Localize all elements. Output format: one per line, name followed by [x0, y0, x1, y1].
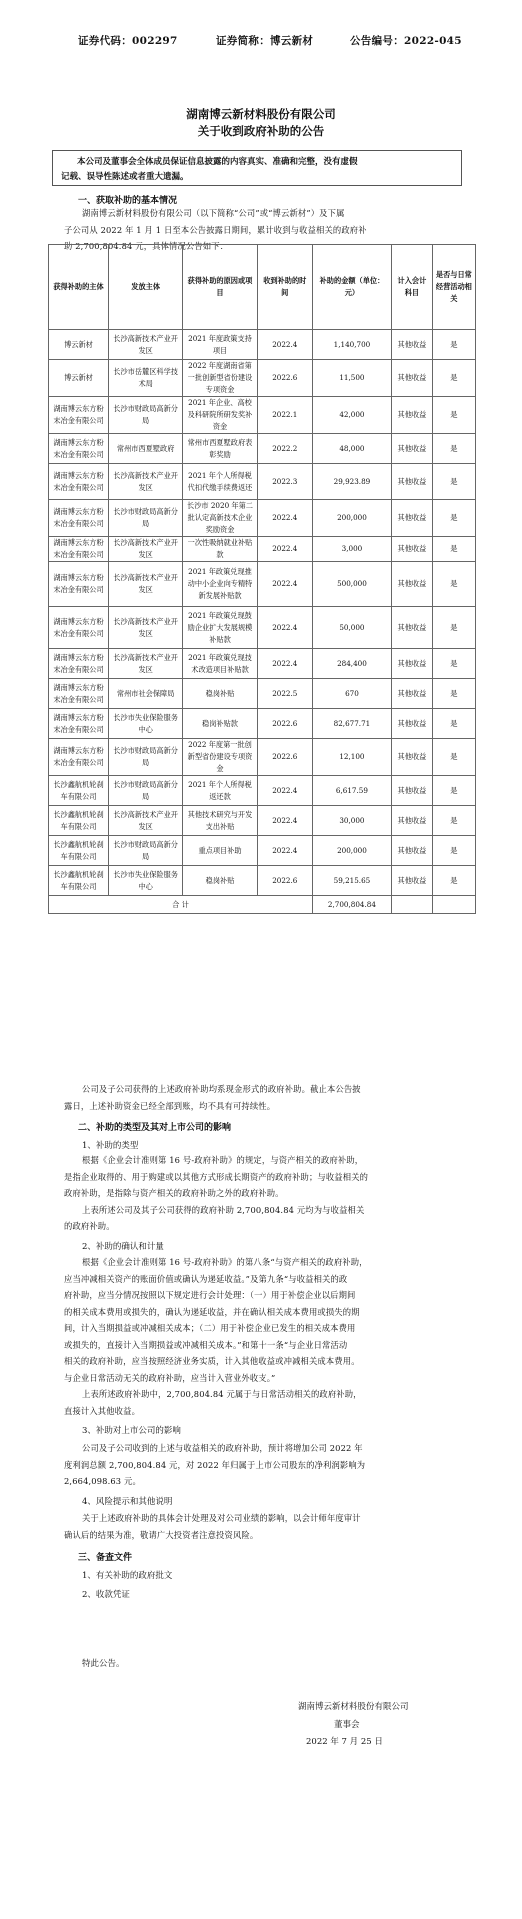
- receipt-date-cell: 2022.5: [257, 679, 312, 709]
- table-row: [49, 649, 476, 679]
- stock-abbr: 证券简称：博云新材: [216, 35, 314, 47]
- signature-company: 湖南博云新材料股份有限公司: [298, 1702, 409, 1712]
- grant-amount-cell: 284,400: [312, 649, 391, 679]
- disclaimer-box: [52, 150, 462, 186]
- issuing-authority-cell: 长沙高新技术产业开发区: [108, 464, 182, 500]
- grant-amount-cell: 12,100: [312, 739, 391, 776]
- total-amount: 2,700,804.84: [312, 896, 391, 914]
- daily-operation-related-cell: 是: [432, 330, 475, 360]
- reference-item: 2、收款凭证: [82, 1590, 130, 1600]
- paragraph-line: 间，计入当期损益或冲减相关成本；（二）用于补偿企业已发生的相关成本费用: [64, 1323, 356, 1333]
- paragraph-line: 府补助，应当分情况按照以下规定进行会计处理：（一）用于补偿企业以后期间: [64, 1290, 356, 1300]
- header-cell: 获得补助的主体: [49, 245, 109, 330]
- reference-item: 1、有关补助的政府批文: [82, 1571, 173, 1581]
- accounting-item-cell: 其他收益: [392, 434, 433, 464]
- table-row: [49, 434, 476, 464]
- grant-amount-cell: 48,000: [312, 434, 391, 464]
- grant-recipient-cell: 湖南博云东方粉末冶金有限公司: [49, 562, 109, 607]
- paragraph-line: 的政府补助。: [64, 1221, 115, 1231]
- daily-operation-related-cell: 是: [432, 500, 475, 537]
- grant-recipient-cell: 湖南博云东方粉末冶金有限公司: [49, 537, 109, 562]
- daily-operation-related-cell: 是: [432, 836, 475, 866]
- table-header-row: [49, 245, 476, 330]
- paragraph-line: 公司及子公司获得的上述政府补助均系现金形式的政府补助。截止本公告披: [82, 1084, 361, 1094]
- paragraph-line: 应当冲减相关资产的账面价值或确认为递延收益。”及第九条“与收益相关的政: [64, 1273, 348, 1284]
- receipt-date-cell: 2022.4: [257, 607, 312, 649]
- grant-reason-cell: 重点项目补助: [183, 836, 257, 866]
- daily-operation-related-cell: 是: [432, 806, 475, 836]
- daily-operation-related-cell: 是: [432, 397, 475, 434]
- disclaimer-line: 本公司及董事会全体成员保证信息披露的内容真实、准确和完整，没有虚假: [77, 157, 358, 167]
- accounting-item-cell: 其他收益: [392, 866, 433, 896]
- accounting-item-cell: 其他收益: [392, 607, 433, 649]
- receipt-date-cell: 2022.4: [257, 836, 312, 866]
- table-row: [49, 330, 476, 360]
- daily-operation-related-cell: 是: [432, 607, 475, 649]
- paragraph-line: 的相关成本费用或损失的，确认为递延收益，并在确认相关成本费用或损失的期: [64, 1306, 360, 1317]
- header-cell: 获得补助的原因或项目: [183, 245, 257, 330]
- grant-amount-cell: 82,677.71: [312, 709, 391, 739]
- receipt-date-cell: 2022.4: [257, 330, 312, 360]
- grants-table: [48, 244, 476, 914]
- grant-reason-cell: 其他技术研究与开发支出补贴: [183, 806, 257, 836]
- grant-recipient-cell: 湖南博云东方粉末冶金有限公司: [49, 649, 109, 679]
- paragraph-line: 露日，上述补助资金已经全部到账，均不具有可持续性。: [64, 1100, 276, 1111]
- title-company: 湖南博云新材料股份有限公司: [186, 107, 336, 121]
- grant-amount-cell: 3,000: [312, 537, 391, 562]
- table-row: [49, 607, 476, 649]
- grant-amount-cell: 50,000: [312, 607, 391, 649]
- signature-date: 2022 年 7 月 25 日: [306, 1737, 383, 1747]
- subsection-title: 4、风险提示和其他说明: [82, 1497, 173, 1507]
- accounting-item-cell: 其他收益: [392, 836, 433, 866]
- table-row: [49, 836, 476, 866]
- table-row: [49, 397, 476, 434]
- grant-reason-cell: 2021 年度政策支持项目: [183, 330, 257, 360]
- grant-amount-cell: 200,000: [312, 500, 391, 537]
- grant-amount-cell: 1,140,700: [312, 330, 391, 360]
- receipt-date-cell: 2022.6: [257, 739, 312, 776]
- issuing-authority-cell: 长沙高新技术产业开发区: [108, 562, 182, 607]
- closing-text: 特此公告。: [82, 1659, 125, 1669]
- subsection-title: 2、补助的确认和计量: [82, 1242, 164, 1252]
- receipt-date-cell: 2022.6: [257, 709, 312, 739]
- signature-board: 董事会: [334, 1720, 360, 1730]
- grant-recipient-cell: 湖南博云东方粉末冶金有限公司: [49, 500, 109, 537]
- table-total-row: [49, 896, 476, 914]
- accounting-item-cell: 其他收益: [392, 330, 433, 360]
- grant-reason-cell: 2021 年政策兑现鼓励企业扩大发展规模补贴款: [183, 607, 257, 649]
- grant-reason-cell: 2021 年企业、高校及科研院所研发奖补资金: [183, 397, 257, 434]
- grant-amount-cell: 30,000: [312, 806, 391, 836]
- issuing-authority-cell: 长沙市失业保险服务中心: [108, 866, 182, 896]
- paragraph-line: 直接计入其他收益。: [64, 1405, 141, 1416]
- grant-reason-cell: 一次性吸纳就业补贴款: [183, 537, 257, 562]
- table-row: [49, 360, 476, 397]
- section-heading: 二、补助的类型及其对上市公司的影响: [78, 1123, 232, 1133]
- paragraph-line: 子公司从 2022 年 1 月 1 日至本公告披露日期间，累计收到与收益相关的政府补: [64, 224, 367, 235]
- daily-operation-related-cell: 是: [432, 434, 475, 464]
- table-row: [49, 537, 476, 562]
- receipt-date-cell: 2022.6: [257, 360, 312, 397]
- table-row: [49, 739, 476, 776]
- grant-recipient-cell: 湖南博云东方粉末冶金有限公司: [49, 434, 109, 464]
- grant-amount-cell: 42,000: [312, 397, 391, 434]
- after-table-paragraph: [64, 1081, 468, 1114]
- accounting-item-cell: 其他收益: [392, 464, 433, 500]
- grant-amount-cell: 500,000: [312, 562, 391, 607]
- grant-recipient-cell: 长沙鑫航机轮刹车有限公司: [49, 806, 109, 836]
- header-cell: 收到补助的时间: [257, 245, 312, 330]
- daily-operation-related-cell: 是: [432, 464, 475, 500]
- grant-amount-cell: 200,000: [312, 836, 391, 866]
- receipt-date-cell: 2022.2: [257, 434, 312, 464]
- section-heading: 三、备查文件: [78, 1553, 133, 1563]
- empty-cell: [432, 896, 475, 914]
- table-row: [49, 806, 476, 836]
- paragraph-line: 湖南博云新材料股份有限公司（以下简称“公司”或“博云新材”）及下属: [82, 208, 345, 218]
- subsection-title: 3、补助对上市公司的影响: [82, 1426, 181, 1436]
- paragraph-line: 或损失的，直接计入当期损益或冲减相关成本。”和第十一条“与企业日常活动: [64, 1339, 348, 1350]
- paragraph-line: 助 2,700,804.84 元，具体情况公告如下：: [64, 241, 229, 251]
- accounting-item-cell: 其他收益: [392, 649, 433, 679]
- measurement-paragraph: [64, 1254, 468, 1419]
- paragraph-line: 上表所述政府补助中，2,700,804.84 元属于与日常活动相关的政府补助，: [82, 1389, 362, 1399]
- grant-amount-cell: 670: [312, 679, 391, 709]
- issuing-authority-cell: 长沙高新技术产业开发区: [108, 649, 182, 679]
- daily-operation-related-cell: 是: [432, 776, 475, 806]
- accounting-item-cell: 其他收益: [392, 739, 433, 776]
- accounting-item-cell: 其他收益: [392, 776, 433, 806]
- paragraph-line: 度利润总额 2,700,804.84 元，对 2022 年归属于上市公司股东的净利润影响为: [64, 1459, 366, 1470]
- issuing-authority-cell: 长沙市财政局高新分局: [108, 500, 182, 537]
- accounting-item-cell: 其他收益: [392, 397, 433, 434]
- header-cell: 计入会计科目: [392, 245, 433, 330]
- notice-number: 公告编号：2022-045: [350, 35, 462, 47]
- paragraph-line: 根据《企业会计准则第 16 号-政府补助》的规定，与资产相关的政府补助，: [82, 1155, 364, 1165]
- risk-paragraph: [64, 1510, 468, 1543]
- issuing-authority-cell: 长沙市岳麓区科学技术局: [108, 360, 182, 397]
- issuing-authority-cell: 长沙高新技术产业开发区: [108, 537, 182, 562]
- grant-reason-cell: 2022 年度第一批创新型省份建设专项资金: [183, 739, 257, 776]
- accounting-item-cell: 其他收益: [392, 360, 433, 397]
- receipt-date-cell: 2022.3: [257, 464, 312, 500]
- issuing-authority-cell: 常州市社会保障局: [108, 679, 182, 709]
- table-row: [49, 679, 476, 709]
- receipt-date-cell: 2022.4: [257, 537, 312, 562]
- paragraph-line: 政府补助，是指除与资产相关的政府补助之外的政府补助。: [64, 1188, 284, 1198]
- issuing-authority-cell: 长沙市财政局高新分局: [108, 776, 182, 806]
- grant-amount-cell: 59,215.65: [312, 866, 391, 896]
- empty-cell: [392, 896, 433, 914]
- impact-paragraph: [64, 1440, 468, 1490]
- paragraph-line: 是指企业取得的、用于购建或以其他方式形成长期资产的政府补助；与收益相关的: [64, 1171, 369, 1182]
- grant-recipient-cell: 长沙鑫航机轮刹车有限公司: [49, 836, 109, 866]
- grant-recipient-cell: 湖南博云东方粉末冶金有限公司: [49, 739, 109, 776]
- paragraph-line: 确认后的结果为准，敬请广大投资者注意投资风险。: [64, 1529, 259, 1540]
- grant-amount-cell: 29,923.89: [312, 464, 391, 500]
- grant-reason-cell: 2021 年个人所得税返还款: [183, 776, 257, 806]
- daily-operation-related-cell: 是: [432, 679, 475, 709]
- document-header: [78, 33, 462, 47]
- table-row: [49, 500, 476, 537]
- issuing-authority-cell: 长沙高新技术产业开发区: [108, 330, 182, 360]
- paragraph-line: 与企业日常活动无关的政府补助，应当计入营业外收支。”: [64, 1372, 276, 1383]
- stock-code: 证券代码：002297: [78, 35, 178, 47]
- paragraph-line: 根据《企业会计准则第 16 号-政府补助》的第八条“与资产相关的政府补助，: [82, 1257, 368, 1267]
- daily-operation-related-cell: 是: [432, 739, 475, 776]
- accounting-item-cell: 其他收益: [392, 562, 433, 607]
- issuing-authority-cell: 长沙市财政局高新分局: [108, 836, 182, 866]
- type-paragraph: [64, 1152, 468, 1235]
- paragraph-line: 关于上述政府补助的具体会计处理及对公司业绩的影响，以会计师年度审计: [82, 1513, 361, 1523]
- issuing-authority-cell: 长沙高新技术产业开发区: [108, 806, 182, 836]
- daily-operation-related-cell: 是: [432, 360, 475, 397]
- grant-recipient-cell: 博云新材: [49, 360, 109, 397]
- issuing-authority-cell: 长沙市失业保险服务中心: [108, 709, 182, 739]
- receipt-date-cell: 2022.4: [257, 649, 312, 679]
- grant-reason-cell: 常州市西夏墅政府表彰奖励: [183, 434, 257, 464]
- issuing-authority-cell: 常州市西夏墅政府: [108, 434, 182, 464]
- grant-recipient-cell: 博云新材: [49, 330, 109, 360]
- paragraph-line: 相关的政府补助，应当按照经济业务实质，计入其他收益或冲减相关成本费用。: [64, 1356, 360, 1366]
- grant-recipient-cell: 湖南博云东方粉末冶金有限公司: [49, 607, 109, 649]
- header-cell: 发放主体: [108, 245, 182, 330]
- table-row: [49, 866, 476, 896]
- daily-operation-related-cell: 是: [432, 709, 475, 739]
- grant-reason-cell: 2021 年个人所得税代扣代缴手续费返还: [183, 464, 257, 500]
- grant-amount-cell: 6,617.59: [312, 776, 391, 806]
- receipt-date-cell: 2022.1: [257, 397, 312, 434]
- title-subject: 关于收到政府补助的公告: [197, 124, 325, 138]
- daily-operation-related-cell: 是: [432, 866, 475, 896]
- grant-reason-cell: 长沙市 2020 年第二批认定高新技术企业奖励资金: [183, 500, 257, 537]
- section-heading: 一、获取补助的基本情况: [78, 196, 178, 206]
- table-row: [49, 562, 476, 607]
- accounting-item-cell: 其他收益: [392, 679, 433, 709]
- grant-recipient-cell: 长沙鑫航机轮刹车有限公司: [49, 776, 109, 806]
- issuing-authority-cell: 长沙市财政局高新分局: [108, 739, 182, 776]
- issuing-authority-cell: 长沙市财政局高新分局: [108, 397, 182, 434]
- grant-reason-cell: 2022 年度湖南省第一批创新型省份建设专项资金: [183, 360, 257, 397]
- total-label: 合 计: [49, 896, 313, 914]
- header-cell: 补助的金额（单位：元）: [312, 245, 391, 330]
- accounting-item-cell: 其他收益: [392, 500, 433, 537]
- accounting-item-cell: 其他收益: [392, 537, 433, 562]
- table-row: [49, 776, 476, 806]
- issuing-authority-cell: 长沙高新技术产业开发区: [108, 607, 182, 649]
- paragraph-line: 公司及子公司收到的上述与收益相关的政府补助，预计将增加公司 2022 年: [82, 1443, 363, 1453]
- accounting-item-cell: 其他收益: [392, 806, 433, 836]
- grant-recipient-cell: 湖南博云东方粉末冶金有限公司: [49, 464, 109, 500]
- grant-recipient-cell: 湖南博云东方粉末冶金有限公司: [49, 397, 109, 434]
- grant-reason-cell: 2021 年政策兑现技术改造项目补贴款: [183, 649, 257, 679]
- receipt-date-cell: 2022.4: [257, 562, 312, 607]
- daily-operation-related-cell: 是: [432, 537, 475, 562]
- grant-reason-cell: 稳岗补贴款: [183, 709, 257, 739]
- subsection-title: 1、补助的类型: [82, 1141, 139, 1151]
- grant-reason-cell: 稳岗补贴: [183, 866, 257, 896]
- daily-operation-related-cell: 是: [432, 649, 475, 679]
- receipt-date-cell: 2022.4: [257, 806, 312, 836]
- grant-recipient-cell: 湖南博云东方粉末冶金有限公司: [49, 679, 109, 709]
- receipt-date-cell: 2022.4: [257, 776, 312, 806]
- receipt-date-cell: 2022.6: [257, 866, 312, 896]
- receipt-date-cell: 2022.4: [257, 500, 312, 537]
- paragraph-line: 2,664,098.63 元。: [64, 1476, 141, 1486]
- grant-reason-cell: 稳岗补贴: [183, 679, 257, 709]
- daily-operation-related-cell: 是: [432, 562, 475, 607]
- grant-amount-cell: 11,500: [312, 360, 391, 397]
- disclaimer-line: 记载、误导性陈述或者重大遗漏。: [61, 172, 189, 182]
- grant-recipient-cell: 长沙鑫航机轮刹车有限公司: [49, 866, 109, 896]
- accounting-item-cell: 其他收益: [392, 709, 433, 739]
- header-cell: 是否与日常经营活动相关: [432, 245, 475, 330]
- table-row: [49, 464, 476, 500]
- table-row: [49, 709, 476, 739]
- grant-reason-cell: 2021 年政策兑现推动中小企业向专精特新发展补贴款: [183, 562, 257, 607]
- grant-recipient-cell: 湖南博云东方粉末冶金有限公司: [49, 709, 109, 739]
- paragraph-line: 上表所述公司及其子公司获得的政府补助 2,700,804.84 元均为与收益相关: [82, 1204, 365, 1215]
